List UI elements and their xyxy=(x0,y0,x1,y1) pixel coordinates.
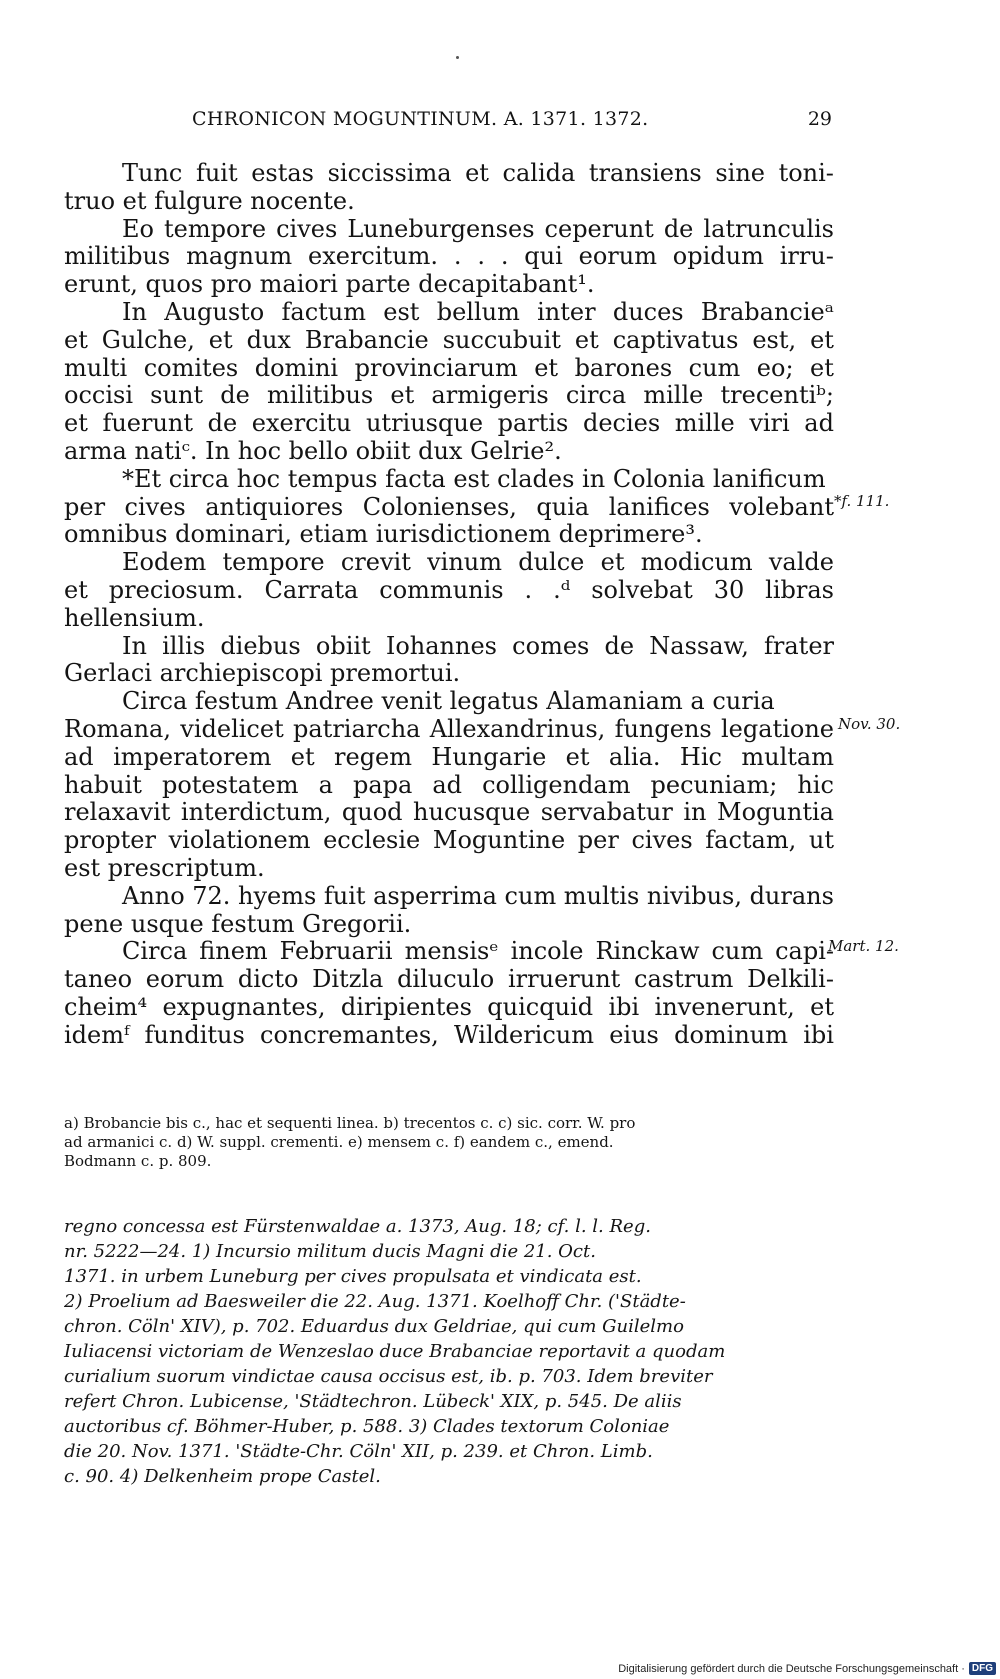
text-line: erunt, quos pro maiori parte decapitabant¹. xyxy=(64,270,595,299)
text-line: ad imperatorem et regem Hungarie et alia. Hic multam xyxy=(64,742,834,771)
text-line: arma natiᶜ. In hoc bello obiit dux Gelrie². xyxy=(64,436,562,465)
footnote-line: nr. 5222—24. 1) Incursio militum ducis Magni die 21. Oct. xyxy=(64,1241,596,1262)
text-line: relaxavit interdictum, quod hucusque servabatur in Moguntia xyxy=(64,798,834,827)
footnote-line: Iuliacensi victoriam de Wenzeslao duce Brabanciae reportavit a quodam xyxy=(64,1341,726,1362)
footnotes-critical xyxy=(64,1114,834,1171)
text-line: Romana, videlicet patriarcha Allexandrinus, fungens legatione xyxy=(64,714,834,743)
text-line: propter violationem ecclesie Moguntine per cives factam, ut xyxy=(64,826,834,855)
digitization-credit xyxy=(618,1662,996,1675)
margin-note-mart: Mart. 12. xyxy=(828,937,899,955)
scan-speck xyxy=(456,56,459,59)
text-line: Anno 72. hyems fuit asperrima cum multis nivibus, durans xyxy=(122,881,834,910)
text-line: truo et fulgure nocente. xyxy=(64,186,355,215)
text-line: Eo tempore cives Luneburgenses ceperunt de latrunculis xyxy=(122,214,834,243)
credit-text: Digitalisierung gefördert durch die Deutsche Forschungsgemeinschaft · xyxy=(618,1662,965,1675)
text-line: occisi sunt de militibus et armigeris circa mille trecentiᵇ; xyxy=(64,381,834,410)
text-line: *Et circa hoc tempus facta est clades in Colonia lanificum xyxy=(122,464,826,493)
running-head: CHRONICON MOGUNTINUM. A. 1371. 1372. xyxy=(192,108,649,130)
footnote-line: Bodmann c. p. 809. xyxy=(64,1152,212,1170)
footnote-line: curialium suorum vindictae causa occisus est, ib. p. 703. Idem breviter xyxy=(64,1366,713,1387)
text-line: idemᶠ funditus concremantes, Wildericum eius dominum ibi xyxy=(64,1020,834,1049)
footnote-line: die 20. Nov. 1371. 'Städte-Chr. Cöln' XII, p. 239. et Chron. Limb. xyxy=(64,1441,653,1462)
text-line: est prescriptum. xyxy=(64,853,265,882)
text-line: pene usque festum Gregorii. xyxy=(64,909,412,938)
text-line: Circa festum Andree venit legatus Alamaniam a curia xyxy=(122,687,775,716)
text-line: Gerlaci archiepiscopi premortui. xyxy=(64,659,461,688)
footnote-line: regno concessa est Fürstenwaldae a. 1373, Aug. 18; cf. l. l. Reg. xyxy=(64,1216,651,1237)
footnote-line: a) Brobancie bis c., hac et sequenti linea. b) trecentos c. c) sic. corr. W. pro xyxy=(64,1114,636,1132)
footnote-line: refert Chron. Lubicense, 'Städtechron. Lübeck' XIX, p. 545. De aliis xyxy=(64,1391,682,1412)
margin-note-folio: *f. 111. xyxy=(834,492,890,510)
footnotes-historical xyxy=(64,1214,834,1489)
footnote-line: auctoribus cf. Böhmer-Huber, p. 588. 3) Clades textorum Coloniae xyxy=(64,1416,670,1437)
footnote-line: 2) Proelium ad Baesweiler die 22. Aug. 1371. Koelhoff Chr. ('Städte- xyxy=(64,1291,686,1312)
text-line: cheim⁴ expugnantes, diripientes quicquid ibi invenerunt, et xyxy=(64,992,834,1021)
text-line: In illis diebus obiit Iohannes comes de Nassaw, frater xyxy=(122,631,834,660)
text-line: In Augusto factum est bellum inter duces Brabancieᵃ xyxy=(122,297,834,326)
footnote-line: 1371. in urbem Luneburg per cives propulsata et vindicata est. xyxy=(64,1266,642,1287)
text-line: omnibus dominari, etiam iurisdictionem deprimere³. xyxy=(64,520,703,549)
text-line: hellensium. xyxy=(64,603,205,632)
text-line: Eodem tempore crevit vinum dulce et modicum valde xyxy=(122,548,834,577)
text-line: per cives antiquiores Colonienses, quia lanifices volebant xyxy=(64,492,834,521)
text-line: militibus magnum exercitum. . . . qui eorum opidum irru- xyxy=(64,242,834,271)
text-line: et fuerunt de exercitu utriusque partis decies mille viri ad xyxy=(64,409,834,438)
text-line: et preciosum. Carrata communis . .ᵈ solvebat 30 libras xyxy=(64,575,834,604)
footnote-line: ad armanici c. d) W. suppl. crementi. e) mensem c. f) eandem c., emend. xyxy=(64,1133,614,1151)
text-line: et Gulche, et dux Brabancie succubuit et captivatus est, et xyxy=(64,325,834,354)
text-line: Tunc fuit estas siccissima et calida transiens sine toni- xyxy=(122,159,834,187)
text-line: taneo eorum dicto Ditzla diluculo irruerunt castrum Delkili- xyxy=(64,965,834,994)
footnote-line: chron. Cöln' XIV), p. 702. Eduardus dux Geldriae, qui cum Guilelmo xyxy=(64,1316,684,1337)
footnote-line: c. 90. 4) Delkenheim prope Castel. xyxy=(64,1466,381,1487)
margin-note-nov: Nov. 30. xyxy=(838,715,901,733)
text-line: Circa finem Februarii mensisᵉ incole Rinckaw cum capi- xyxy=(122,937,834,966)
page-header xyxy=(64,108,832,138)
dfg-logo: DFG xyxy=(969,1662,996,1675)
main-text xyxy=(64,160,834,1050)
text-line: multi comites domini provinciarum et barones cum eo; et xyxy=(64,353,834,382)
text-line: habuit potestatem a papa ad colligendam pecuniam; hic xyxy=(64,770,834,799)
page-number: 29 xyxy=(807,108,832,130)
